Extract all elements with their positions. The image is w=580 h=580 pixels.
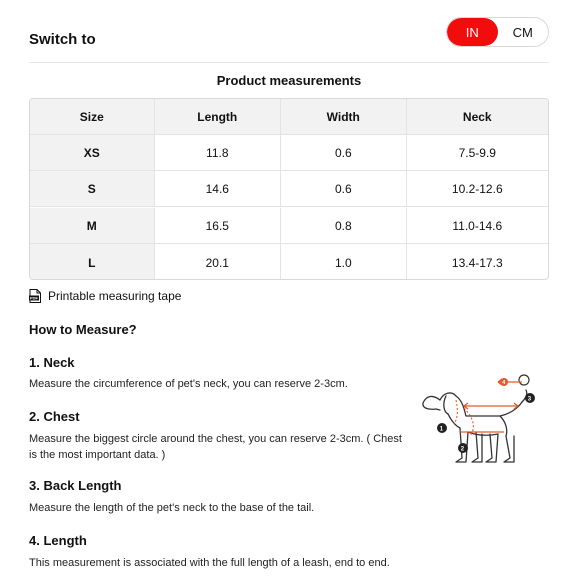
table-row xyxy=(30,208,548,244)
chest-section-body: Measure the biggest circle around the chest, you can reserve 2-3cm. ( Chest is the most important data. ) xyxy=(29,433,402,461)
how-to-measure-title: How to Measure? xyxy=(29,322,137,337)
unit-cm-button[interactable]: CM xyxy=(512,24,533,40)
size-cell: M xyxy=(30,208,155,244)
table-row xyxy=(30,244,548,280)
back-length-section-title: 3. Back Length xyxy=(29,478,122,493)
column-header-neck: Neck xyxy=(407,99,548,135)
neck-cell: 7.5-9.9 xyxy=(407,135,548,171)
length-cell: 20.1 xyxy=(155,244,282,280)
dog-measurement-illustration xyxy=(418,362,546,492)
switch-to-label: Switch to xyxy=(29,31,96,48)
size-cell: S xyxy=(30,171,155,207)
length-section-title: 4. Length xyxy=(29,533,87,548)
unit-in-button[interactable]: IN xyxy=(447,18,498,46)
width-cell: 0.6 xyxy=(281,135,407,171)
neck-section-body: Measure the circumference of pet's neck, you can reserve 2-3cm. xyxy=(29,378,348,390)
length-cell: 11.8 xyxy=(155,135,282,171)
printable-measuring-tape-label: Printable measuring tape xyxy=(48,289,182,303)
width-cell: 0.6 xyxy=(281,171,407,207)
svg-text:PDF: PDF xyxy=(30,295,38,301)
marker-3: 3 xyxy=(527,396,532,403)
length-cell: 16.5 xyxy=(155,208,282,244)
table-row xyxy=(30,171,548,207)
chest-section-title: 2. Chest xyxy=(29,409,80,424)
length-cell: 14.6 xyxy=(155,171,282,207)
marker-4: 4 xyxy=(502,380,506,387)
neck-cell: 10.2-12.6 xyxy=(407,171,548,207)
width-cell: 1.0 xyxy=(281,244,407,280)
neck-cell: 13.4-17.3 xyxy=(451,255,503,270)
printable-measuring-tape-link[interactable] xyxy=(29,287,181,305)
column-header-length: Length xyxy=(155,99,282,135)
table-row xyxy=(30,135,548,171)
neck-cell: 11.0-14.6 xyxy=(407,208,548,244)
size-table xyxy=(29,98,549,280)
width-cell: 0.8 xyxy=(281,208,407,244)
unit-toggle xyxy=(446,17,549,47)
header-divider xyxy=(29,62,549,63)
column-header-size: Size xyxy=(30,99,155,135)
table-title: Product measurements xyxy=(216,73,362,88)
marker-2: 2 xyxy=(460,446,465,453)
size-cell: L xyxy=(30,244,155,280)
pdf-icon xyxy=(29,289,41,303)
table-header-row xyxy=(30,99,548,135)
column-header-width: Width xyxy=(281,99,407,135)
length-section-body: This measurement is associated with the full length of a leash, end to end. xyxy=(29,557,390,569)
neck-section-title: 1. Neck xyxy=(29,355,75,370)
size-cell: XS xyxy=(30,135,155,171)
marker-1: 1 xyxy=(439,426,444,433)
header xyxy=(0,0,580,62)
back-length-section-body: Measure the length of the pet's neck to the base of the tail. xyxy=(29,502,315,514)
